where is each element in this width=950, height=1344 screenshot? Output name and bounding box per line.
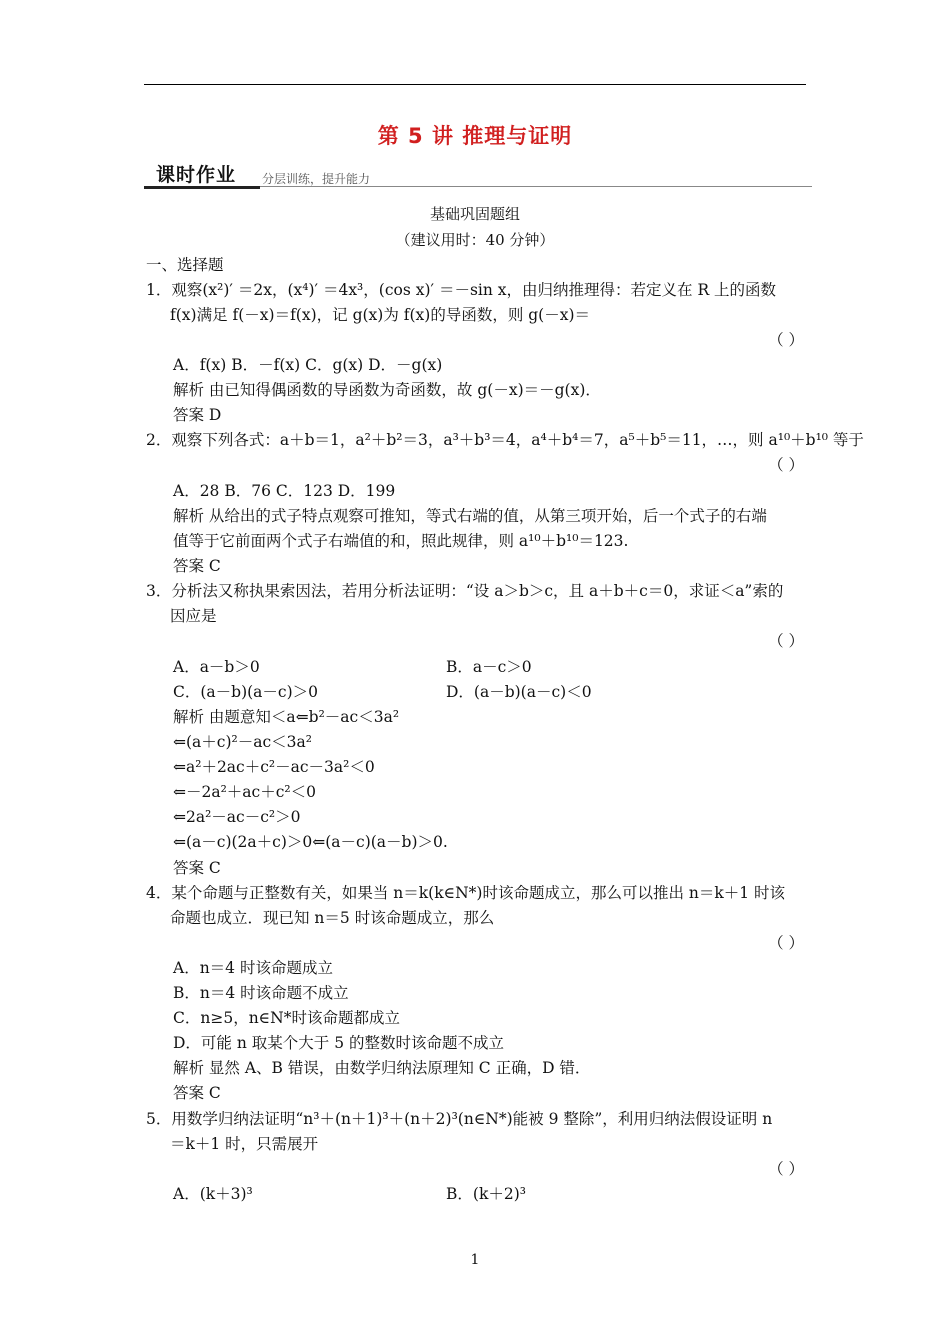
- q3-analysis-1: 解析 由题意知＜a⇐b²－ac＜3a²: [173, 708, 400, 726]
- q2-paren: （ ）: [768, 456, 804, 474]
- q2-analysis-2: 值等于它前面两个式子右端值的和，照此规律，则 a¹⁰＋b¹⁰＝123.: [173, 532, 629, 550]
- q5-paren: （ ）: [768, 1160, 804, 1178]
- q3-analysis-6: ⇐(a－c)(2a＋c)＞0⇐(a－c)(a－b)＞0.: [173, 833, 448, 851]
- top-rule: [144, 84, 806, 85]
- q4-line-1: 4．某个命题与正整数有关，如果当 n＝k(k∈N*)时该命题成立，那么可以推出 n＝k＋1 时该: [146, 884, 786, 902]
- q2-line-1: 2．观察下列各式：a＋b＝1，a²＋b²＝3，a³＋b³＝4，a⁴＋b⁴＝7，a⁵＋b⁵＝11，…，则 a¹⁰＋b¹⁰ 等于: [146, 431, 864, 449]
- q3-line-1: 3．分析法又称执果索因法，若用分析法证明：“设 a＞b＞c，且 a＋b＋c＝0，求证＜a”索的: [146, 582, 784, 600]
- q3-analysis-5: ⇐2a²－ac－c²＞0: [173, 808, 301, 826]
- q5-line-2: ＝k＋1 时，只需展开: [170, 1135, 319, 1153]
- q3-line-2: 因应是: [170, 607, 217, 625]
- q3-paren: （ ）: [768, 632, 804, 650]
- q4-line-2: 命题也成立．现已知 n＝5 时该命题成立，那么: [170, 909, 495, 927]
- homework-label: 课时作业: [156, 164, 237, 186]
- q4-option-c: C．n≥5，n∈N*时该命题都成立: [173, 1009, 400, 1027]
- q2-analysis-1: 解析 从给出的式子特点观察可推知，等式右端的值，从第三项开始，后一个式子的右端: [173, 507, 767, 525]
- q4-option-d: D．可能 n 取某个大于 5 的整数时该命题不成立: [173, 1034, 504, 1052]
- q5-line-1: 5．用数学归纳法证明“n³＋(n＋1)³＋(n＋2)³(n∈N*)能被 9 整除”，利用归纳法假设证明 n: [146, 1110, 773, 1128]
- q3-analysis-4: ⇐－2a²＋ac＋c²＜0: [173, 783, 316, 801]
- q2-options: A．28 B．76 C．123 D．199: [173, 482, 396, 500]
- homework-rule: [260, 186, 812, 187]
- section-type: 一、选择题: [146, 256, 224, 274]
- q3-analysis-3: ⇐a²＋2ac＋c²－ac－3a²＜0: [173, 758, 375, 776]
- q5-option-b: B．(k＋2)³: [446, 1185, 526, 1203]
- page-title: 第 5 讲 推理与证明: [377, 124, 573, 148]
- q1-paren: （ ）: [768, 331, 804, 349]
- homework-subtitle: 分层训练，提升能力: [262, 172, 371, 186]
- q3-answer: 答案 C: [173, 859, 221, 877]
- q5-option-a: A．(k＋3)³: [173, 1185, 253, 1203]
- q4-paren: （ ）: [768, 934, 804, 952]
- q1-analysis: 解析 由已知得偶函数的导函数为奇函数，故 g(－x)＝－g(x)．: [173, 381, 601, 399]
- q1-answer: 答案 D: [173, 406, 222, 424]
- q2-answer: 答案 C: [173, 557, 221, 575]
- q1-line-1: 1．观察(x²)′ ＝2x，(x⁴)′ ＝4x³，(cos x)′ ＝－sin x，由归纳推理得：若定义在 R 上的函数: [146, 281, 777, 299]
- q4-answer: 答案 C: [173, 1084, 221, 1102]
- homework-underline: [144, 186, 260, 189]
- q1-options: A．f(x) B．－f(x) C．g(x) D．－g(x): [173, 356, 443, 374]
- q3-option-a: A．a－b＞0: [173, 658, 260, 676]
- time-note: （建议用时：40 分钟）: [395, 231, 555, 249]
- q3-option-d: D．(a－b)(a－c)＜0: [446, 683, 592, 701]
- q3-option-b: B．a－c＞0: [446, 658, 532, 676]
- q1-line-2: f(x)满足 f(－x)＝f(x)，记 g(x)为 f(x)的导函数，则 g(－x)＝: [170, 306, 591, 324]
- q4-analysis: 解析 显然 A、B 错误，由数学归纳法原理知 C 正确，D 错．: [173, 1059, 591, 1077]
- q3-analysis-2: ⇐(a＋c)²－ac＜3a²: [173, 733, 312, 751]
- q4-option-a: A．n＝4 时该命题成立: [173, 959, 333, 977]
- q3-option-c: C．(a－b)(a－c)＞0: [173, 683, 318, 701]
- homework-bar: [144, 160, 812, 188]
- page-number: 1: [470, 1252, 480, 1268]
- group-title: 基础巩固题组: [429, 205, 520, 223]
- q4-option-b: B．n＝4 时该命题不成立: [173, 984, 349, 1002]
